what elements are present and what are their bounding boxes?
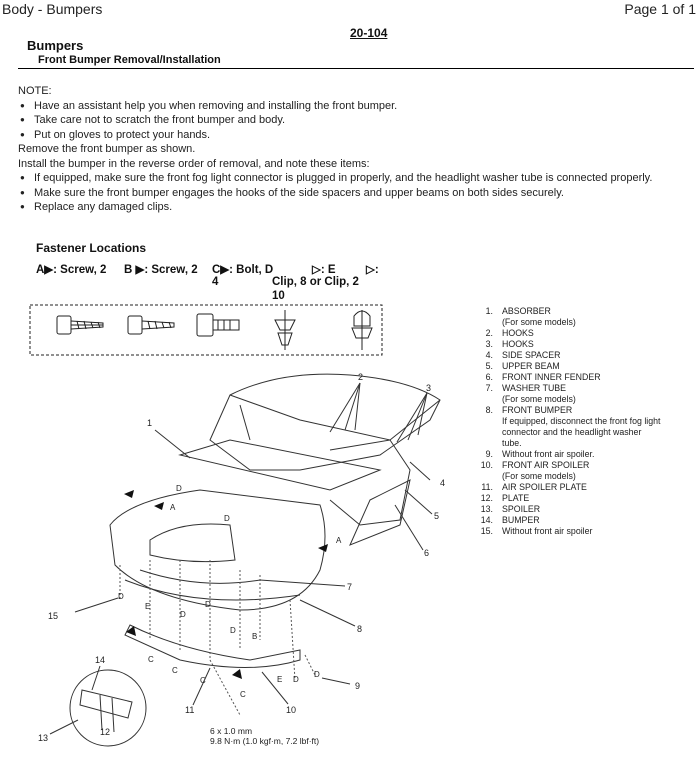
fastener-letter-d: D: [118, 592, 124, 601]
clip-d-icon: [275, 310, 295, 350]
legend-num: 9.: [485, 449, 493, 459]
legend-item: [474, 350, 662, 361]
callout-13: 13: [38, 733, 49, 743]
legend-num: 15.: [480, 526, 493, 536]
fastener-letter-a: A: [170, 503, 176, 512]
fastener-letter-a: A: [336, 536, 342, 545]
fastener-e-qty: 10: [272, 290, 285, 302]
legend-note: (For some models): [502, 471, 576, 481]
torque-size: 6 x 1.0 mm: [210, 726, 253, 736]
legend-item: [474, 339, 662, 350]
fastener-letter-c: C: [172, 666, 178, 675]
callout-6: 6: [424, 548, 430, 558]
legend-text: FRONT AIR SPOILER: [502, 460, 590, 470]
legend-num: 1.: [485, 306, 493, 316]
legend-text: ABSORBER: [502, 306, 551, 316]
legend-num: 14.: [480, 515, 493, 525]
fastener-c-qty: 4: [212, 276, 219, 288]
legend-num: 3.: [485, 339, 493, 349]
legend-text: FRONT BUMPER: [502, 405, 573, 415]
torque-spec: [210, 727, 319, 746]
legend-item: [474, 515, 662, 526]
legend-item: [474, 449, 662, 460]
note-item: ● Put on gloves to protect your hands.: [18, 128, 694, 143]
legend-num: 5.: [485, 361, 493, 371]
note-label: NOTE:: [18, 85, 52, 97]
fastener-letter-d: D: [180, 610, 186, 619]
fastener-letter-b: B: [252, 632, 258, 641]
subsection-title: Front Bumper Removal/Installation: [38, 54, 221, 66]
legend-num: 6.: [485, 372, 493, 382]
legend-text: BUMPER: [502, 515, 540, 525]
upper-beam-part: [330, 440, 410, 525]
legend-text: Without front air spoiler.: [502, 449, 595, 459]
fastener-letter-d: D: [230, 626, 236, 635]
screw-a-icon: [57, 316, 103, 334]
document-source-title: Body - Bumpers: [2, 1, 103, 17]
fastener-letter-c: C: [240, 690, 246, 699]
legend-num: 2.: [485, 328, 493, 338]
section-title: Bumpers: [27, 38, 84, 53]
legend-text: SPOILER: [502, 504, 541, 514]
install-item: ● If equipped, make sure the front fog light connector is plugged in properly, and the headlight washer tube is connected properly.: [18, 171, 694, 186]
fastener-b-label: B ▶: Screw, 2: [124, 264, 198, 276]
fastener-letter-c: C: [148, 655, 154, 664]
fastener-frame: [30, 305, 382, 355]
legend-item: [474, 526, 662, 537]
fastener-letter-d: D: [314, 670, 320, 679]
legend-num: 7.: [485, 383, 493, 393]
legend-text: HOOKS: [502, 328, 534, 338]
legend-item: [474, 306, 662, 317]
callout-11: 11: [185, 705, 195, 715]
legend-num: 8.: [485, 405, 493, 415]
fastener-letter-d: D: [224, 514, 230, 523]
fastener-e-label: ▷:: [366, 264, 379, 276]
legend-item: [474, 372, 662, 383]
fastener-a-label: A▶: Screw, 2: [36, 264, 107, 276]
legend-item: [474, 328, 662, 339]
install-instruction: Install the bumper in the reverse order of removal, and note these items:: [18, 157, 370, 170]
clip-e-icon: [352, 310, 372, 350]
legend-item: [474, 493, 662, 504]
legend-item: [474, 460, 662, 471]
legend-text: HOOKS: [502, 339, 534, 349]
install-item: ● Replace any damaged clips.: [18, 200, 694, 215]
fastener-letter-c: C: [200, 676, 206, 685]
remove-instruction: Remove the front bumper as shown.: [18, 143, 196, 155]
legend-note: (For some models): [502, 317, 576, 327]
fastener-locations-title: Fastener Locations: [36, 241, 147, 255]
note-item: ● Have an assistant help you when removing and installing the front bumper.: [18, 99, 694, 114]
install-item: ● Make sure the front bumper engages the hooks of the side spacers and upper beams on both sides securely.: [18, 186, 694, 201]
torque-value: 9.8 N·m (1.0 kgf·m, 7.2 lbf·ft): [210, 735, 320, 746]
legend-note: (For some models): [502, 394, 576, 404]
legend-item: [474, 482, 662, 493]
front-bumper-part: [110, 490, 325, 610]
fastener-letter-d: D: [293, 675, 299, 684]
fastener-d-qty: Clip, 8 or Clip, 2: [272, 276, 359, 288]
legend-text: FRONT INNER FENDER: [502, 372, 601, 382]
legend-text: UPPER BEAM: [502, 361, 560, 371]
callout-9: 9: [355, 681, 361, 691]
callout-3: 3: [426, 383, 432, 393]
callout-14: 14: [95, 655, 106, 665]
note-item: ● Take care not to scratch the front bumper and body.: [18, 113, 694, 128]
callout-12: 12: [100, 727, 111, 737]
fastener-letter-d: D: [176, 484, 182, 493]
page-code: 20-104: [350, 26, 388, 40]
legend-item: [474, 504, 662, 515]
callout-7: 7: [347, 582, 353, 592]
fastener-letter-d: D: [205, 600, 211, 609]
fastener-d-label: ▷: E: [312, 264, 336, 276]
callout-10: 10: [286, 705, 297, 715]
callout-5: 5: [434, 511, 440, 521]
legend-num: 12.: [480, 493, 493, 503]
legend-text: Without front air spoiler: [502, 526, 593, 536]
parts-legend: [474, 306, 662, 537]
legend-text: PLATE: [502, 493, 530, 503]
callout-1: 1: [147, 418, 153, 428]
legend-text: AIR SPOILER PLATE: [502, 482, 587, 492]
legend-num: 4.: [485, 350, 493, 360]
fastener-c-label: C▶: Bolt, D: [212, 264, 274, 276]
legend-item: [474, 361, 662, 372]
legend-text: SIDE SPACER: [502, 350, 561, 360]
legend-num: 10.: [480, 460, 493, 470]
callout-8: 8: [357, 624, 363, 634]
absorber-part: [180, 440, 380, 490]
screw-b-icon: [128, 316, 174, 334]
page-indicator: Page 1 of 1: [624, 1, 696, 17]
callout-4: 4: [440, 478, 446, 488]
callout-2: 2: [358, 372, 364, 382]
legend-item: [474, 383, 662, 394]
fastener-letter-e: E: [145, 602, 151, 611]
legend-text: WASHER TUBE: [502, 383, 567, 393]
fastener-letter-e: E: [277, 675, 283, 684]
legend-item: [474, 405, 662, 416]
legend-note: If equipped, disconnect the front fog light connector and the headlight washer tube.: [502, 416, 661, 448]
bolt-c-icon: [197, 314, 239, 336]
legend-num: 13.: [480, 504, 493, 514]
callout-15: 15: [48, 611, 59, 621]
legend-num: 11.: [481, 482, 493, 492]
